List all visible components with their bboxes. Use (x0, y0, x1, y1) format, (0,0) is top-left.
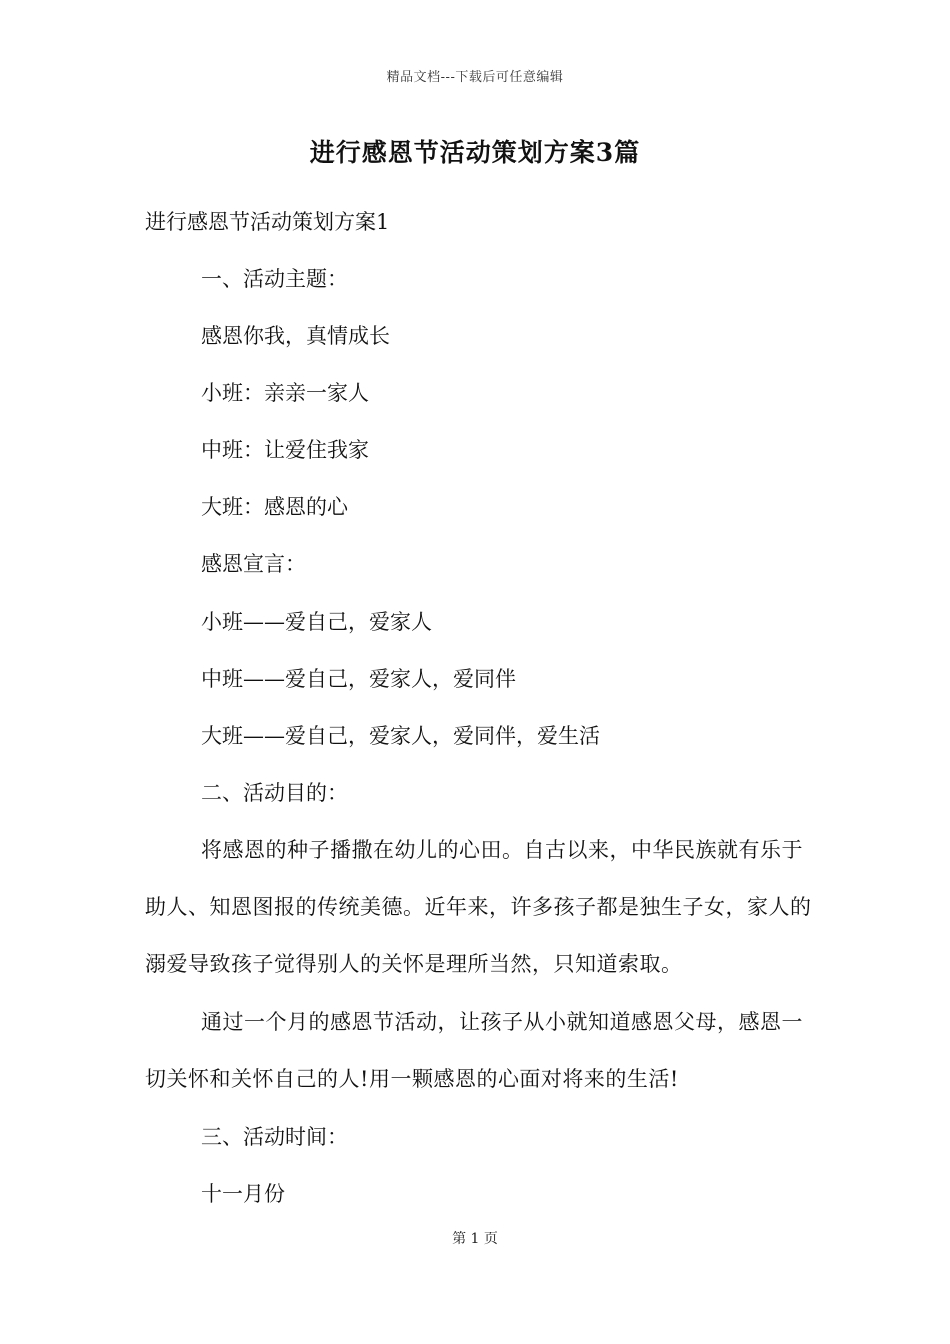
page-header: 精品文档---下载后可任意编辑 (386, 70, 564, 85)
declaration-small-class: 小班——爱自己，爱家人 (201, 610, 432, 634)
document-title: 进行感恩节活动策划方案3篇 (309, 138, 641, 167)
declaration-middle-class: 中班——爱自己，爱家人，爱同伴 (201, 667, 516, 691)
heading-gratitude-declaration: 感恩宣言： (201, 552, 306, 576)
paragraph-purpose: 将感恩的种子播撒在幼儿的心田。自古以来，中华民族就有乐于助人、知恩图报的传统美德。近年来，许多孩子都是独生子女，家人的溺爱导致孩子觉得别人的关怀是理所当然，只知道索取。 (145, 838, 812, 976)
theme-text: 感恩你我，真情成长 (201, 324, 390, 348)
paragraph-goal: 通过一个月的感恩节活动，让孩子从小就知道感恩父母，感恩一切关怀和关怀自己的人!用一颗感恩的心面对将来的生活! (145, 1010, 803, 1091)
heading-activity-time: 三、活动时间： (201, 1125, 348, 1149)
declaration-big-class: 大班——爱自己，爱家人，爱同伴，爱生活 (201, 724, 600, 748)
page-number: 第 1 页 (452, 1231, 498, 1247)
theme-middle-class: 中班：让爱住我家 (201, 438, 369, 462)
theme-small-class: 小班：亲亲一家人 (201, 381, 369, 405)
theme-big-class: 大班：感恩的心 (201, 495, 348, 519)
heading-activity-theme: 一、活动主题： (201, 267, 348, 291)
activity-time-value: 十一月份 (201, 1182, 285, 1206)
section-heading-plan-1: 进行感恩节活动策划方案1 (145, 210, 390, 234)
heading-activity-purpose: 二、活动目的： (201, 781, 348, 805)
